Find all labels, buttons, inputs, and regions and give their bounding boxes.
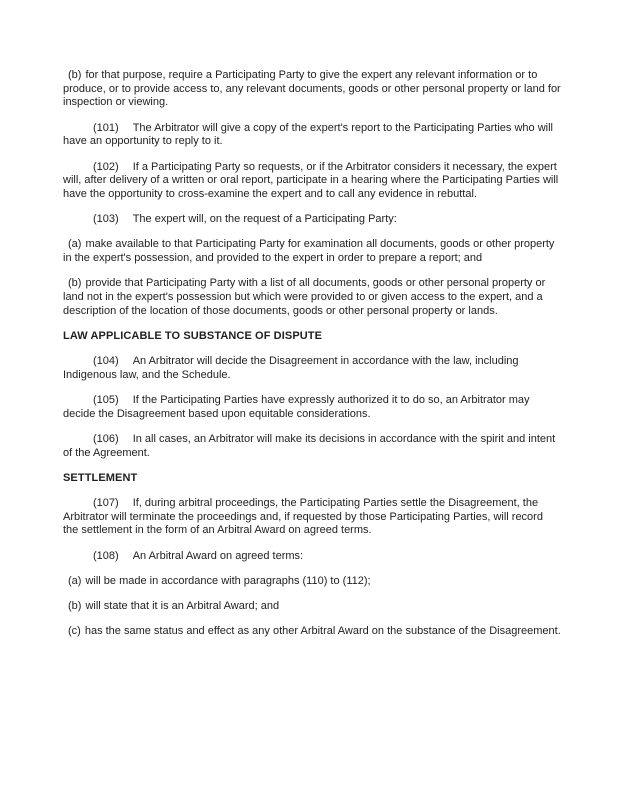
- paragraph-number: (106): [93, 432, 119, 445]
- paragraph-number: (107): [93, 496, 119, 509]
- subparagraph-108c: [63, 625, 561, 639]
- paragraph-106: [63, 433, 561, 460]
- paragraph-number: (101): [93, 121, 119, 134]
- paragraph-text: If the Participating Parties have expressly authorized it to do so, an Arbitrator may decide the Disagreement based upon equitable considerations.: [63, 393, 530, 420]
- paragraph-102: [63, 161, 561, 202]
- subparagraph-label: (c): [68, 625, 81, 638]
- paragraph-105: [63, 394, 561, 421]
- subparagraph-text: has the same status and effect as any other Arbitral Award on the substance of the Disagreement.: [84, 625, 561, 638]
- paragraph-text: If, during arbitral proceedings, the Participating Parties settle the Disagreement, the Arbitrator will terminate the proceedings and, if requested by those Participating Parties, will record the settlement in the form of an Arbitral Award on agreed terms.: [63, 496, 543, 537]
- paragraph-text: In all cases, an Arbitrator will make its decisions in accordance with the spirit and intent of the Agreement.: [63, 432, 556, 459]
- paragraph-number: (108): [93, 549, 119, 562]
- paragraph-number: (104): [93, 355, 119, 368]
- subparagraph-103a: [63, 238, 561, 265]
- paragraph-text: If a Participating Party so requests, or if the Arbitrator considers it necessary, the expert will, after delivery of a written or oral report, participate in a hearing where the Participating Parties will have the opportunity to cross-examine the expert and to call any evidence in rebuttal.: [63, 160, 559, 200]
- paragraph-104: [63, 355, 561, 382]
- paragraph-101: [63, 122, 561, 149]
- paragraph-text: An Arbitrator will decide the Disagreement in accordance with the law, including Indigenous law, and the Schedule.: [63, 355, 519, 381]
- paragraph-text: The Arbitrator will give a copy of the expert's report to the Participating Parties who will have an opportunity to reply to it.: [63, 121, 553, 148]
- paragraph-text: The expert will, on the request of a Participating Party:: [132, 213, 397, 226]
- paragraph-108: [63, 550, 561, 564]
- subparagraph-108b: [63, 600, 561, 614]
- paragraph-number: (105): [93, 393, 119, 406]
- paragraph-number: (103): [93, 213, 119, 226]
- paragraph-103: [63, 213, 561, 227]
- paragraph-107: [63, 497, 561, 538]
- paragraph-number: (102): [93, 160, 119, 173]
- subparagraph-label: (b): [68, 69, 82, 81]
- subparagraph-label: (a): [68, 574, 82, 587]
- subparagraph-label: (a): [68, 238, 82, 251]
- subparagraph-text: will be made in accordance with paragraphs (110) to (112);: [85, 574, 371, 587]
- subparagraph-text: make available to that Participating Party for examination all documents, goods or other property in the expert's possession, and provided to the expert in order to prepare a report; and: [63, 238, 555, 265]
- subparagraph-text: provide that Participating Party with a list of all documents, goods or other personal property or land not in the expert's possession but which were provided to or given access to the expert, and a description of the location of those documents, goods or other personal property or lands.: [63, 277, 546, 317]
- subparagraph-label: (b): [68, 599, 82, 612]
- subparagraph-text: for that purpose, require a Participating Party to give the expert any relevant information or to produce, or to provide access to, any relevant documents, goods or other personal property or land for inspection or viewing.: [63, 69, 561, 109]
- subparagraph-b-expert-access: [63, 69, 561, 110]
- heading-law-applicable-to-substance-of-dispute: LAW APPLICABLE TO SUBSTANCE OF DISPUTE: [63, 329, 323, 342]
- subparagraph-label: (b): [68, 277, 82, 290]
- subparagraph-103b: [63, 277, 561, 318]
- paragraph-text: An Arbitral Award on agreed terms:: [132, 549, 304, 562]
- heading-settlement: SETTLEMENT: [63, 471, 138, 484]
- subparagraph-108a: [63, 575, 561, 589]
- subparagraph-text: will state that it is an Arbitral Award; and: [85, 599, 280, 612]
